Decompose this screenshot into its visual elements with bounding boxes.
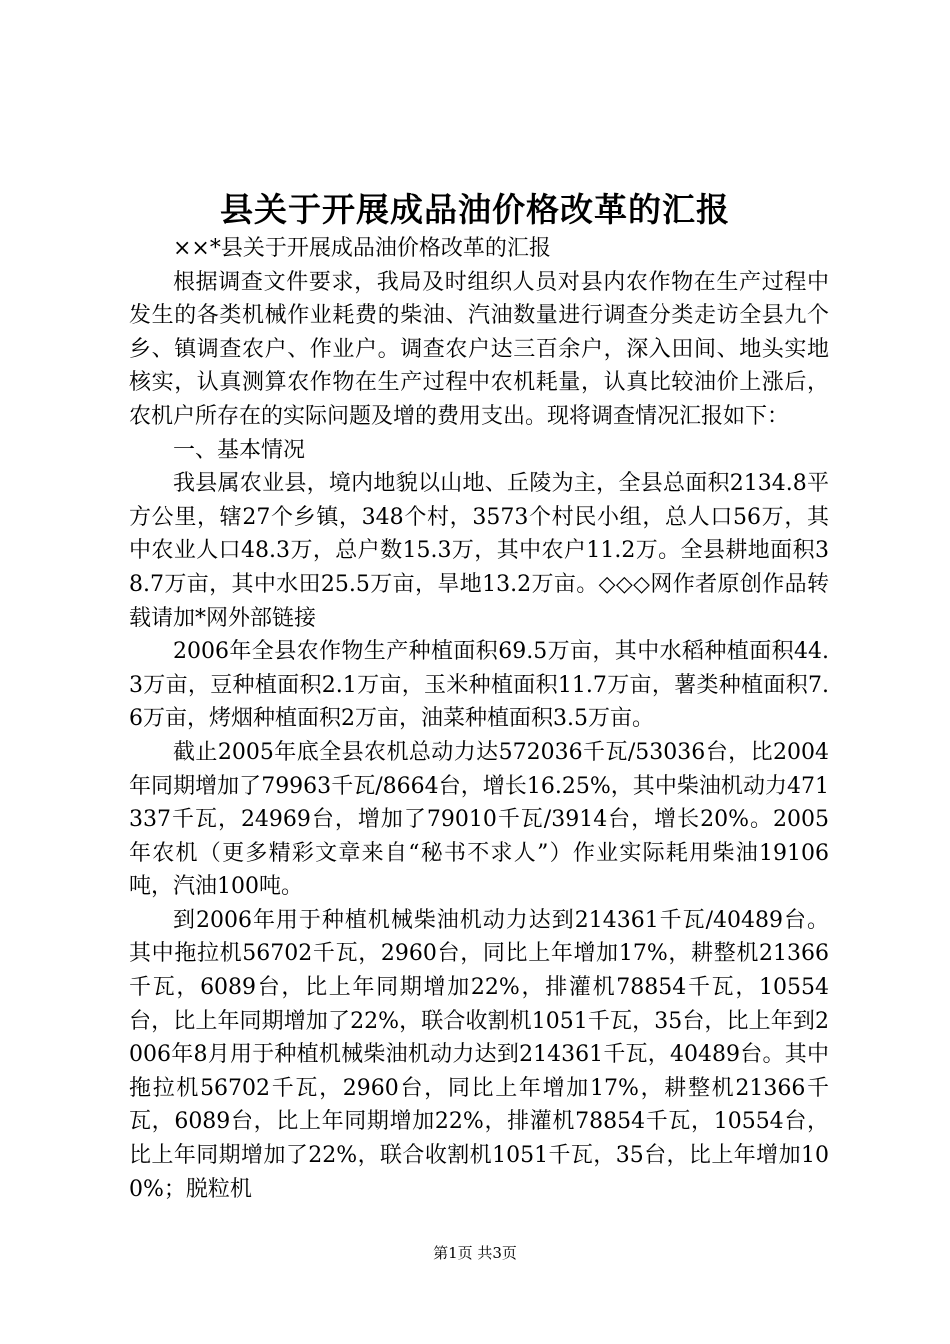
page-number: 第1页 共3页: [433, 1244, 517, 1262]
paragraph-machinery-2006: 到2006年用于种植机械柴油机动力达到214361千瓦/40489台。其中拖拉机56702千瓦，2960台，同比上年增加17%，耕整机21366千瓦，6089台，比上年同期增加22%，排灌机78854千瓦，10554台，比上年同期增加了22%，联合收割机1051千瓦，35台，比上年到2006年8月用于种植机械柴油机动力达到214361千瓦，40489台。其中拖拉机56702千瓦，2960台，同比上年增加17%，耕整机21366千瓦，6089台，比上年同期增加22%，排灌机78854千瓦，10554台，比上年同期增加了22%，联合收割机1051千瓦，35台，比上年增加100%；脱粒机: [129, 907, 829, 1202]
paragraph-intro: 根据调查文件要求，我局及时组织人员对县内农作物在生产过程中发生的各类机械作业耗费的柴油、汽油数量进行调查分类走访全县九个乡、镇调查农户、作业户。调查农户达三百余户，深入田间、地头实地核实，认真测算农作物在生产过程中农机耗量，认真比较油价上涨后，农机户所存在的实际问题及增的费用支出。现将调查情况汇报如下：: [129, 269, 829, 429]
paragraph-planting-area: 2006年全县农作物生产种植面积69.5万亩，其中水稻种植面积44.3万亩，豆种植面积2.1万亩，玉米种植面积11.7万亩，薯类种植面积7.6万亩，烤烟种植面积2万亩，油菜种植面积3.5万亩。: [129, 639, 829, 732]
paragraph-machinery-2005: 截止2005年底全县农机总动力达572036千瓦/53036台，比2004年同期增加了79963千瓦/8664台，增长16.25%，其中柴油机动力471337千瓦，24969台，增加了79010千瓦/3914台，增长20%。2005年农机（更多精彩文章来自“秘书不求人”）作业实际耗用柴油19106吨，汽油100吨。: [129, 739, 829, 900]
document-body: [129, 232, 829, 1206]
paragraph-subtitle: ××*县关于开展成品油价格改革的汇报: [173, 236, 551, 261]
paragraph-county-overview: 我县属农业县，境内地貌以山地、丘陵为主，全县总面积2134.8平方公里，辖27个乡镇，348个村，3573个村民小组，总人口56万，其中农业人口48.3万，总户数15.3万，其中农户11.2万。全县耕地面积38.7万亩，其中水田25.5万亩，旱地13.2万亩。◇◇◇网作者原创作品转载请加*网外部链接: [129, 471, 829, 631]
document-title: 县关于开展成品油价格改革的汇报: [220, 190, 730, 229]
section-heading-basic: 一、基本情况: [173, 437, 306, 463]
